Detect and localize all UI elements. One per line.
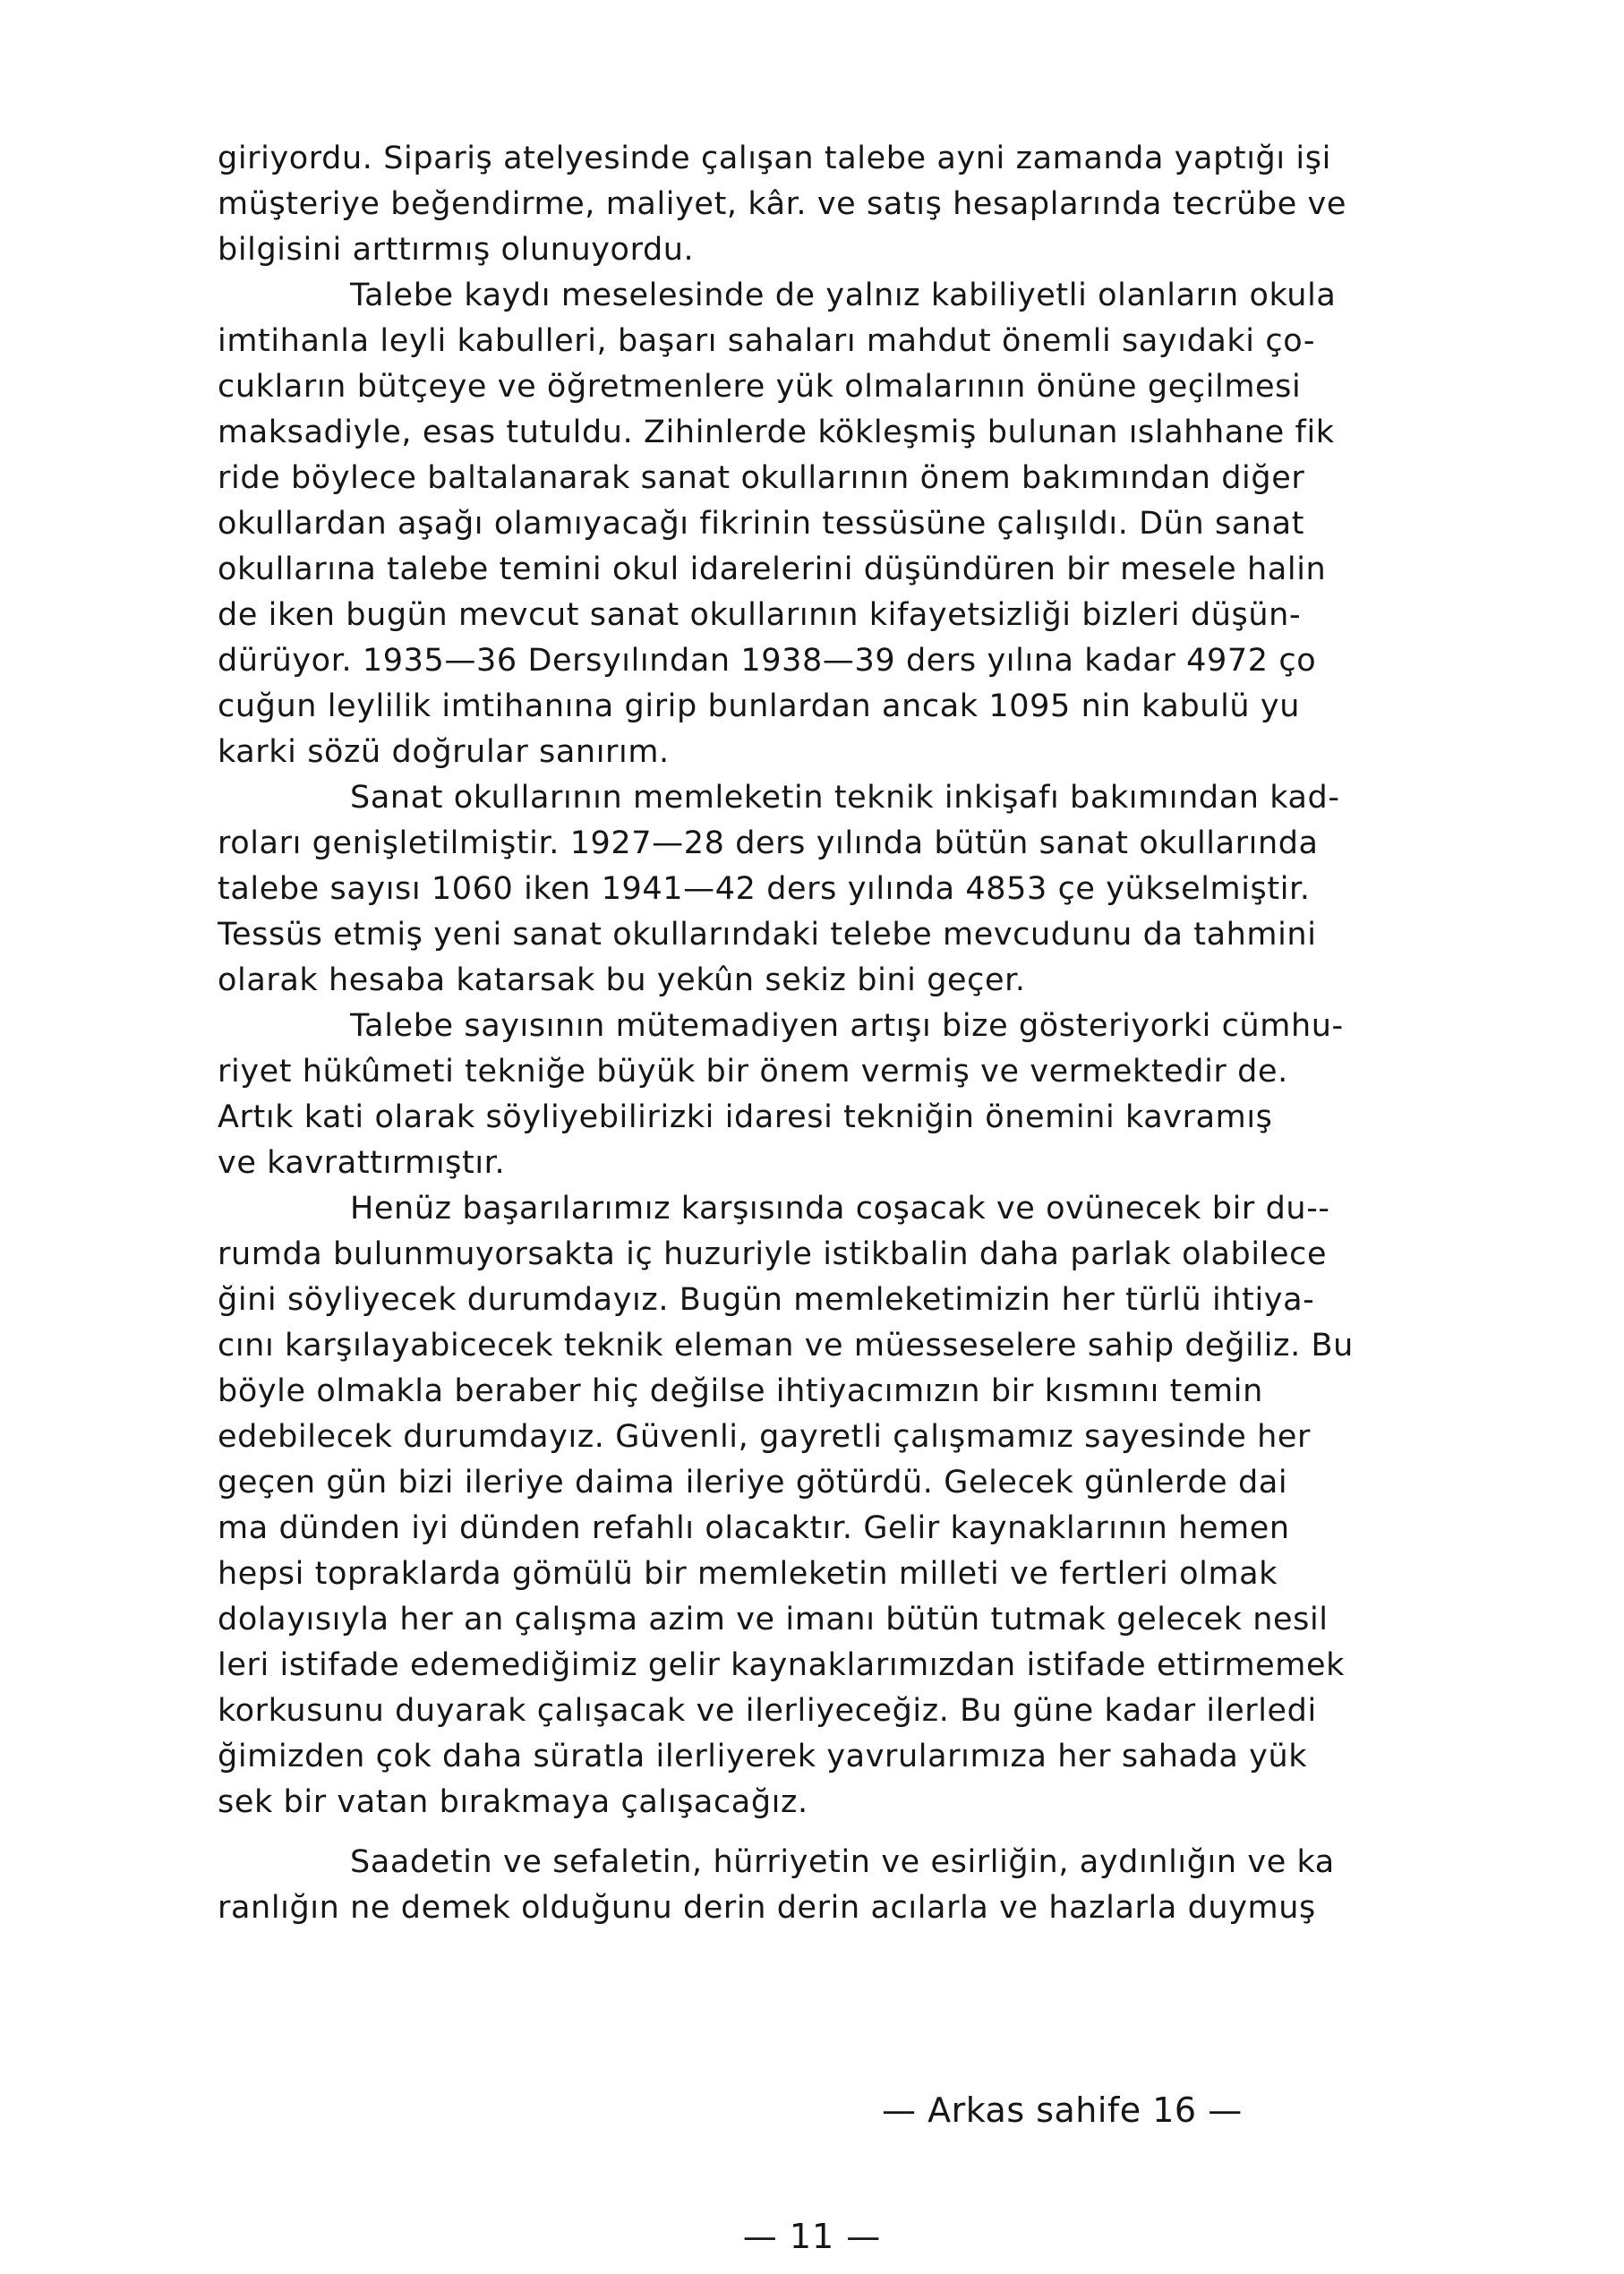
text-line: böyle olmakla beraber hiç değilse ihtiyacımızın bir kısmını temin — [218, 1373, 1263, 1409]
paragraph-start-line: Saadetin ve sefaletin, hürriyetin ve esirliğin, aydınlığın ve ka — [350, 1844, 1335, 1880]
body-text — [218, 139, 1471, 1934]
text-line: ma dünden iyi dünden refahlı olacaktır. Gelir kaynaklarının hemen — [218, 1510, 1290, 1546]
paragraph-start-line: Talebe sayısının mütemadiyen artışı bize gösteriyorki cümhu- — [350, 1008, 1344, 1044]
text-line: leri istifade edemediğimiz gelir kaynaklarımızdan istifade ettirmemek — [218, 1647, 1345, 1683]
paragraph-start-line: Talebe kaydı meselesinde de yalnız kabiliyetli olanların okula — [350, 278, 1337, 313]
text-line: korkusunu duyarak çalışacak ve ilerliyeceğiz. Bu güne kadar ilerledi — [218, 1693, 1317, 1729]
text-line: giriyordu. Sipariş atelyesinde çalışan talebe ayni zamanda yaptığı işi — [218, 141, 1331, 176]
text-line: okullarına talebe temini okul idarelerini düşündüren bir mesele halin — [218, 551, 1327, 587]
paragraph-start-line: Henüz başarılarımız karşısında coşacak ve ovünecek bir du-- — [350, 1191, 1330, 1227]
text-line: rumda bulunmuyorsakta iç huzuriyle istikbalin daha parlak olabilece — [218, 1236, 1328, 1272]
text-line: cuğun leylilik imtihanına girip bunlardan ancak 1095 nin kabulü yu — [218, 688, 1301, 724]
text-line: talebe sayısı 1060 iken 1941—42 ders yılında 4853 çe yükselmiştir. — [218, 871, 1311, 907]
text-line: ranlığın ne demek olduğunu derin derin acılarla ve hazlarla duymuş — [218, 1890, 1316, 1926]
text-line: bilgisini arttırmış olunuyordu. — [218, 232, 695, 268]
text-line: roları genişletilmiştir. 1927—28 ders yılında bütün sanat okullarında — [218, 825, 1319, 861]
text-line: dolayısıyla her an çalışma azim ve imanı bütün tutmak gelecek nesil — [218, 1602, 1329, 1637]
text-line: geçen gün bizi ileriye daima ileriye götürdü. Gelecek günlerde dai — [218, 1465, 1288, 1500]
text-line: karki sözü doğrular sanırım. — [218, 734, 670, 770]
text-line: cını karşılayabicecek teknik eleman ve müesseselere sahip değiliz. Bu — [218, 1328, 1354, 1364]
text-line: ve kavrattırmıştır. — [218, 1145, 506, 1181]
text-line: Artık kati olarak söyliyebilirizki idaresi tekniğin önemini kavramış — [218, 1099, 1273, 1135]
text-line: edebilecek durumdayız. Güvenli, gayretli çalışmamız sayesinde her — [218, 1419, 1311, 1455]
text-line: riyet hükûmeti tekniğe büyük bir önem vermiş ve vermektedir de. — [218, 1054, 1288, 1090]
text-line: dürüyor. 1935—36 Dersyılından 1938—39 ders yılına kadar 4972 ço — [218, 643, 1317, 679]
continued-note: — Arkas sahife 16 — — [882, 2090, 1243, 2130]
text-line: imtihanla leyli kabulleri, başarı sahaları mahdut önemli sayıdaki ço- — [218, 323, 1316, 359]
text-line: okullardan aşağı olamıyacağı fikrinin tessüsüne çalışıldı. Dün sanat — [218, 506, 1305, 542]
text-line: ğini söyliyecek durumdayız. Bugün memleketimizin her türlü ihtiya- — [218, 1282, 1315, 1318]
text-line: maksadiyle, esas tutuldu. Zihinlerde kökleşmiş bulunan ıslahhane fik — [218, 415, 1335, 450]
text-line: de iken bugün mevcut sanat okullarının kifayetsizliği bizleri düşün- — [218, 597, 1302, 633]
text-line: sek bir vatan bırakmaya çalışacağız. — [218, 1784, 808, 1820]
text-line: ğimizden çok daha süratla ilerliyerek yavrularımıza her sahada yük — [218, 1739, 1308, 1774]
text-line: hepsi topraklarda gömülü bir memleketin milleti ve fertleri olmak — [218, 1556, 1278, 1592]
text-line: ride böylece baltalanarak sanat okullarının önem bakımından diğer — [218, 460, 1305, 496]
text-line: olarak hesaba katarsak bu yekûn sekiz bini geçer. — [218, 962, 1026, 998]
text-line: müşteriye beğendirme, maliyet, kâr. ve satış hesaplarında tecrübe ve — [218, 186, 1346, 222]
page-number: — 11 — — [742, 2217, 882, 2256]
text-line: cukların bütçeye ve öğretmenlere yük olmalarının önüne geçilmesi — [218, 369, 1302, 405]
text-line: Tessüs etmiş yeni sanat okullarındaki telebe mevcudunu da tahmini — [218, 917, 1317, 953]
paragraph-start-line: Sanat okullarının memleketin teknik inkişafı bakımından kad- — [350, 780, 1340, 816]
